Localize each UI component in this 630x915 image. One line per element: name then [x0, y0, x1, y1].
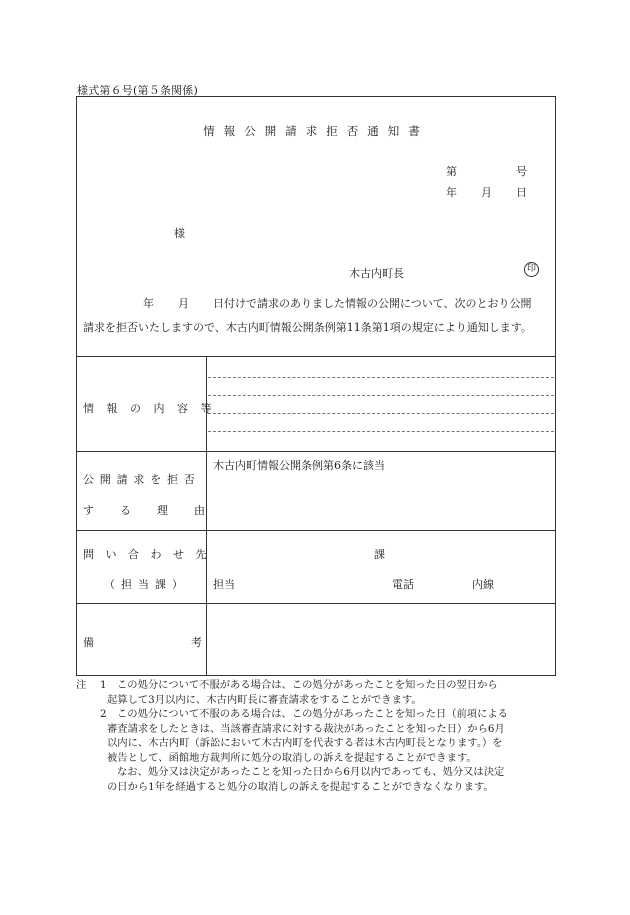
row-label-contact-1: 問い合わせ先 [83, 548, 218, 561]
reason-value: 木古内町情報公開条例第6条に該当 [213, 459, 385, 472]
footnote-2-line-6: の日から1年を経過すると処分の取消しの訴えを提起することができなくなります。 [107, 780, 494, 793]
notice-rest: 日付けで請求のありました情報の公開について、次のとおり公開 [213, 297, 532, 310]
dotted-line-1 [208, 377, 554, 378]
row-label-remarks-right: 考 [191, 636, 202, 649]
date-month: 月 [481, 186, 492, 199]
footnote-2-line-5: なお、処分又は決定があったことを知った日から6月以内であっても、処分又は決定 [117, 766, 505, 778]
notice-month: 月 [178, 297, 189, 310]
row-divider-3 [76, 603, 556, 604]
contact-denwa: 電話 [392, 578, 414, 591]
footnotes [76, 678, 556, 794]
footnote-1-number: 1 [100, 679, 107, 691]
date-year: 年 [446, 186, 457, 199]
footnote-2-line-3: 以内に、木古内町（訴訟において木古内町を代表する者は木古内町長となります。）を [107, 737, 503, 749]
notice-year: 年 [143, 297, 154, 310]
note-mark: 注 [76, 679, 87, 691]
table-top-border [76, 356, 556, 357]
row-label-info: 情報の内容等 [83, 402, 224, 415]
footnote-1-text-1: この処分について不服がある場合は、この処分があったことを知った日の翌日から [117, 679, 498, 691]
dotted-line-2 [208, 395, 554, 396]
notice-line-2: 請求を拒否いたしますので、木古内町情報公開条例第11条第1項の規定により通知します。 [83, 321, 532, 334]
row-divider-2 [76, 530, 556, 531]
row-label-reason-1: 公開請求を拒否 [83, 473, 201, 486]
document-title: 情報公開請求拒否通知書 [203, 124, 429, 138]
seal-mark: 印 [524, 262, 539, 277]
addressee-suffix: 様 [174, 227, 185, 240]
dotted-line-3 [208, 413, 554, 414]
form-label: 様式第６号(第５条関係) [77, 84, 198, 97]
row-label-remarks-left: 備 [83, 636, 94, 649]
row-divider-1 [76, 451, 556, 452]
footnote-2-text-1: この処分について不服のある場合は、この処分があったことを知った日（前項による [117, 708, 508, 720]
number-go: 号 [516, 165, 527, 178]
row-label-contact-2: （担当課） [104, 578, 189, 591]
row-label-reason-2: する理由 [83, 504, 231, 517]
footnote-2-line-2: 審査請求をしたときは、当該審査請求に対する裁決があったことを知った日）から6月 [107, 722, 505, 735]
issuer-name: 木古内町長 [349, 267, 404, 280]
contact-tanto: 担当 [213, 578, 235, 591]
dotted-line-4 [208, 431, 554, 432]
date-day: 日 [516, 186, 527, 199]
number-dai: 第 [446, 165, 457, 178]
notice-line-1 [83, 292, 553, 316]
contact-ka: 課 [374, 548, 385, 561]
footnote-2-line-4: 被告として、函館地方裁判所に処分の取消しの訴えを提起することができます。 [107, 751, 477, 764]
contact-naisen: 内線 [472, 578, 494, 591]
footnote-1-line-1 [76, 678, 556, 693]
footnote-2-line-1 [76, 707, 556, 722]
footnote-2-number: 2 [100, 708, 107, 720]
footnote-1-line-2: 起算して3月以内に、木古内町長に審査請求をすることができます。 [107, 693, 422, 706]
